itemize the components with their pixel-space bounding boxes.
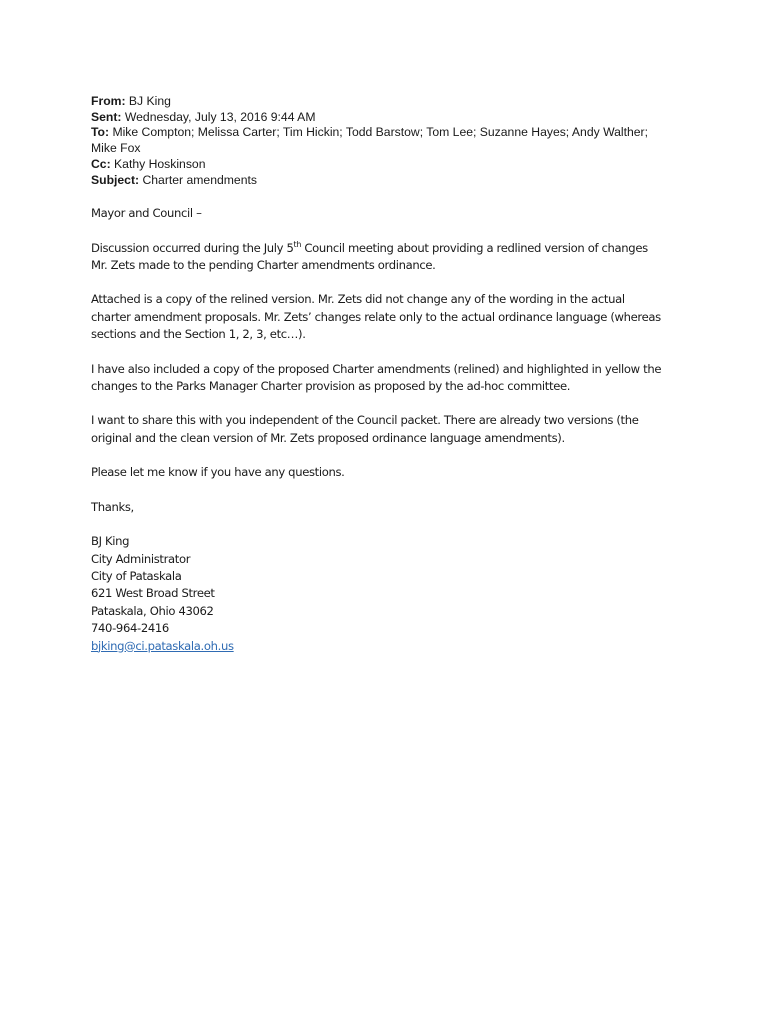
paragraph-1-line-1a: Discussion occurred during the July 5 bbox=[91, 240, 294, 255]
from-label: From: bbox=[91, 94, 126, 108]
paragraph-1-line-1b: Council meeting about providing a redlined version of changes bbox=[301, 240, 648, 255]
subject-label: Subject: bbox=[91, 172, 140, 187]
from-value: BJ King bbox=[128, 94, 171, 108]
email-header bbox=[91, 94, 691, 188]
paragraph-4-line-2: original and the clean version of Mr. Zets proposed ordinance language amendments). bbox=[91, 430, 565, 445]
subject-row bbox=[91, 173, 691, 189]
paragraph-1-line-2: Mr. Zets made to the pending Charter amendments ordinance. bbox=[91, 258, 436, 273]
paragraph-2-line-1: Attached is a copy of the relined version. Mr. Zets did not change any of the wording in the actual bbox=[91, 292, 625, 307]
signature-title: City Administrator bbox=[91, 551, 191, 566]
paragraph-3-line-2: changes to the Parks Manager Charter provision as proposed by the ad-hoc committee. bbox=[91, 379, 571, 394]
cc-label: Cc: bbox=[91, 156, 111, 171]
to-value-line1: Mike Compton; Melissa Carter; Tim Hickin; Todd Barstow; Tom Lee; Suzanne Hayes; Andy Walther; bbox=[112, 125, 648, 140]
subject-value: Charter amendments bbox=[142, 172, 257, 187]
from-row bbox=[91, 94, 691, 110]
email-body bbox=[91, 205, 691, 655]
signature-city: Pataskala, Ohio 43062 bbox=[91, 603, 214, 618]
cc-row bbox=[91, 157, 691, 173]
cc-value: Kathy Hoskinson bbox=[114, 156, 206, 171]
closing: Thanks, bbox=[91, 499, 134, 514]
signature-block bbox=[91, 533, 691, 655]
signature-phone: 740-964-2416 bbox=[91, 621, 169, 636]
paragraph-3 bbox=[91, 361, 691, 396]
email-document bbox=[91, 94, 691, 655]
to-row bbox=[91, 125, 691, 141]
sent-row bbox=[91, 110, 691, 126]
paragraph-2-line-2: charter amendment proposals. Mr. Zets’ changes relate only to the actual ordinance language (whereas bbox=[91, 309, 661, 324]
superscript-th: th bbox=[293, 239, 302, 249]
to-label: To: bbox=[91, 125, 110, 140]
paragraph-4 bbox=[91, 412, 691, 447]
signature-org: City of Pataskala bbox=[91, 568, 182, 583]
paragraph-3-line-1: I have also included a copy of the proposed Charter amendments (relined) and highlighted in yellow the bbox=[91, 361, 662, 376]
sent-label: Sent: bbox=[91, 109, 122, 124]
signature-name: BJ King bbox=[91, 534, 130, 549]
paragraph-5: Please let me know if you have any questions. bbox=[91, 465, 345, 480]
paragraph-4-line-1: I want to share this with you independent of the Council packet. There are already two versions (the bbox=[91, 413, 639, 428]
sent-value: Wednesday, July 13, 2016 9:44 AM bbox=[124, 109, 316, 124]
paragraph-2-line-3: sections and the Section 1, 2, 3, etc…). bbox=[91, 327, 306, 342]
paragraph-1 bbox=[91, 240, 691, 275]
greeting: Mayor and Council – bbox=[91, 206, 202, 221]
to-value-line2: Mike Fox bbox=[91, 141, 141, 156]
signature-street: 621 West Broad Street bbox=[91, 586, 215, 601]
signature-email-link[interactable]: bjking@ci.pataskala.oh.us bbox=[91, 638, 234, 653]
signature-email-row bbox=[91, 638, 691, 655]
to-row-continued bbox=[91, 141, 691, 157]
paragraph-2 bbox=[91, 291, 691, 343]
